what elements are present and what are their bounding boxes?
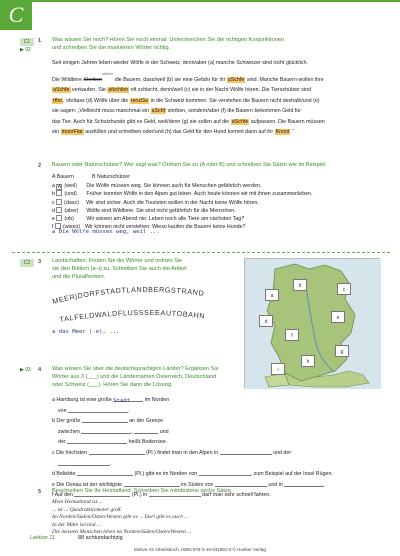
word-puzzle <box>48 284 238 328</box>
statement-text: Wir wissen am Abend nie: Leben noch alle Tiere am nächsten Tag? <box>86 216 245 223</box>
highlighted-word[interactable]: renzGe <box>130 97 149 104</box>
ex1-text: sterben, sondern/aber (f) die Bauern bekommen Geld für <box>167 108 301 114</box>
answer-field[interactable] <box>67 438 127 444</box>
answer-field[interactable] <box>134 428 158 434</box>
highlighted-word[interactable]: aSchfe <box>53 87 70 93</box>
match-row-c <box>52 199 386 207</box>
item-b-cont-1: zwischen , und <box>58 428 169 435</box>
ex1-text: sie sagen: „Vielleicht muss manchmal ein <box>52 108 150 114</box>
map-picture-label-a: a <box>265 289 279 301</box>
item-text: a Hamburg ist eine große <box>52 397 112 403</box>
item-a-cont: von . <box>58 407 130 414</box>
highlighted-word[interactable]: aSchfe <box>231 118 249 125</box>
exercise-3-instruction-2: sie den Bildern (a–i) zu. Schreiben Sie auch die Artikel <box>52 266 187 272</box>
item-e: e Die Donau ist der wichtigste im Süden von und in . <box>52 481 326 488</box>
prompt-line: Die meisten Menschen leben im Norden/Süden/Osten/Westen ... <box>52 529 192 535</box>
row-letter: d <box>52 207 57 214</box>
row-letter: b <box>52 191 57 198</box>
ex1-text: ein <box>52 129 60 135</box>
exercise-2-rows <box>52 183 386 232</box>
item-text: d Beliebte <box>52 471 76 478</box>
audio-track-2[interactable]: ▶ 03 <box>20 367 31 373</box>
exercise-3-badge: C2 <box>20 259 34 267</box>
conjunction-hint: (dass) <box>64 199 79 206</box>
highlighted-word[interactable]: aSchf <box>151 108 166 114</box>
answer-field[interactable] <box>284 481 324 487</box>
item-text: f Auf den <box>52 492 73 499</box>
exercise-1-number: 1 <box>38 38 42 44</box>
struck-word: Sterben <box>83 76 103 83</box>
exercise-1-text <box>52 58 386 138</box>
ex1-text: in die Schweiz kommen. Sie verstehen die Bauern nicht deshalb/und (e) <box>150 97 320 104</box>
item-text: und der <box>273 449 292 456</box>
germany-map <box>244 258 380 388</box>
puzzle-line-1: MEER|DORFSTADTLANDBERGSTRAND <box>51 284 205 306</box>
highlighted-word[interactable]: muorFlar <box>61 129 83 135</box>
answer-field[interactable] <box>82 417 128 423</box>
ex1-text: .“ <box>290 129 294 135</box>
map-picture-label-f: f <box>285 329 299 341</box>
puzzle-line-2: TALFELDWALDFLUSSSEEAUTOBAHN <box>58 307 206 324</box>
divider <box>12 252 390 253</box>
exercise-2-number: 2 <box>38 163 42 169</box>
item-text: darf man sehr schnell fahren. <box>202 492 271 499</box>
map-picture-label-e: e <box>331 311 345 323</box>
map-picture-label-g: g <box>335 345 349 357</box>
match-row-e <box>52 215 386 223</box>
exercise-2-example-answer: a Die Wölfe müssen weg, weil ... <box>52 229 160 235</box>
row-letter: a <box>52 183 57 189</box>
item-text: c Die höchsten <box>52 449 88 456</box>
item-text: zwischen <box>58 428 80 435</box>
item-a <box>52 395 386 406</box>
exercise-1-instruction-2: und schreiben Sie die markierten Wörter richtig. <box>52 45 171 51</box>
row-letter: c <box>52 199 57 206</box>
top-rule <box>32 0 400 2</box>
answer-field[interactable] <box>215 481 267 487</box>
item-text: b Der große <box>52 418 81 425</box>
item-text: an der Grenze <box>129 418 164 425</box>
highlighted-word[interactable]: afschlen <box>108 87 129 93</box>
copyright-line: Motive A2 Arbeitsbuch, ISBN 978-3-19-031881-0 © Hueber Verlag <box>134 547 266 552</box>
item-text: heißt Bodensee. <box>128 439 168 446</box>
match-row-a <box>52 183 386 190</box>
column-b-heading: B Naturschützer <box>92 174 130 180</box>
ex1-text: aufpassen. Die Bauern müssen <box>250 118 325 125</box>
conjunction-hint: (weil) <box>64 183 78 189</box>
row-letter: f <box>52 224 55 231</box>
ex1-text: die Bauern, dass/weil (b) sie eine Gefahr für ihr <box>114 76 226 83</box>
item-text: im Süden von <box>181 481 214 488</box>
exercise-5-prompts <box>52 499 191 537</box>
ex1-line-5 <box>52 106 386 117</box>
answer-field[interactable] <box>77 470 133 476</box>
map-picture-label-i: i <box>271 363 285 375</box>
answer-field[interactable] <box>199 470 251 476</box>
item-c-cont: . <box>52 459 386 470</box>
handwritten-answer: Stadt <box>113 398 131 404</box>
highlighted-word[interactable]: aSchfe <box>227 76 245 83</box>
exercise-4-instruction-1: Was wissen Sie über die deutschsprachigen Länder? Ergänzen Sie <box>52 366 219 372</box>
ex1-line-6 <box>52 117 386 128</box>
prompt-line: Im Norden/Süden/Osten/Westen gibt es ... Dort gibt es auch ... <box>52 514 189 520</box>
answer-checkbox[interactable] <box>56 199 62 205</box>
item-text: (Pl.) in <box>131 492 148 499</box>
conjunction-hint: (aber) <box>64 207 79 214</box>
column-a-heading: A Bauern <box>52 174 74 180</box>
prompt-line: In der Mitte ist/sind ... <box>52 521 102 528</box>
exercise-3-instruction-3: und die Pluralformen. <box>52 274 106 280</box>
ex1-text: das Tier. Auch für Schutzhunde gibt es Geld, weil/denn (g) sie sollen auf die <box>52 118 230 125</box>
item-text: e Die Donau ist der wichtigste <box>52 481 123 488</box>
item-text: und <box>159 428 169 435</box>
exercise-3-example-answer: a das Meer (-e), ... <box>52 329 120 335</box>
ex1-text: sind. Manche Bauern wollen ihre <box>246 76 324 83</box>
section-letter-badge: C <box>0 0 32 30</box>
answer-field[interactable] <box>89 449 145 455</box>
answer-field[interactable] <box>220 449 272 455</box>
answer-field[interactable] <box>113 396 143 402</box>
statement-text: Früher konnten Wölfe in den Alpen gut leben. Auch heute können wir mit ihnen zusammenleben. <box>86 191 313 198</box>
exercise-4-number: 4 <box>38 367 42 373</box>
answer-field[interactable] <box>124 481 180 487</box>
item-text: , zum Beispiel auf der Insel Rügen. <box>250 471 333 478</box>
exercise-2-instruction: Bauern oder Naturschützer? Wer sagt was? Ordnen Sie zu (A oder B) und schreiben Sie Sätze wie im Beispiel. <box>52 162 328 168</box>
ex1-line-4 <box>52 96 386 107</box>
exercise-3-instruction-1: Landschaften. Finden Sie die Wörter und ordnen Sie <box>52 258 183 264</box>
exercise-5-number: 5 <box>38 489 42 495</box>
ex1-text: , ob/dass (d) Wölfe über die <box>63 97 129 104</box>
item-text: der <box>58 439 66 446</box>
lesson-label: Lektion 11 <box>30 535 55 541</box>
statement-text: Wölfe sind Wildtiere. Sie sind nicht gefährlich für die Menschen. <box>86 207 236 214</box>
prompt-line: ... ist ... Quadratkilometer groß. <box>52 506 122 513</box>
map-picture-label-h: h <box>301 355 315 367</box>
highlighted-word[interactable]: Knoot <box>275 129 290 135</box>
item-text: (Pl.) gibt es im Norden von <box>134 471 198 478</box>
statement-text: Wir sind sicher. Auch die Touristen wollen in der Nacht keine Wölfe hören. <box>86 199 259 206</box>
highlighted-word[interactable]: rfho <box>53 97 63 104</box>
ex1-line-1: Seit einigen Jahren leben wieder Wölfe in der Schweiz, denn/aber (a) manche Schweizer sind nicht glücklich. <box>52 60 308 66</box>
map-picture-label-c: c <box>337 283 351 295</box>
statement-text: Die Wölfe müssen weg. Sie können auch für Menschen gefährlich werden. <box>86 183 262 189</box>
item-text: im Norden <box>144 397 170 403</box>
exercise-1-badge: C1 <box>20 38 34 46</box>
ex1-text: Die Wildtiere <box>52 76 83 83</box>
item-text: (Pl.) findet man in den Alpen in <box>146 449 219 456</box>
exercise-4-instruction-3: oder Schweiz (___). Hören Sie dann die Lösung. <box>52 382 173 388</box>
map-picture-label-b: b <box>293 279 307 291</box>
answer-checkbox[interactable]: A <box>57 184 62 190</box>
statement-text: Wir können nicht verstehen: Wieso kaufen die Bauern keine Hunde? <box>84 224 246 231</box>
prompt-line: Mein Heimatland ist ... <box>52 499 103 505</box>
answer-field[interactable] <box>58 460 110 466</box>
ex1-text: oft schlecht, denn/weil (c) sie in der Nacht Wölfe hören. Die Tierschützer sind <box>130 87 312 93</box>
ex1-line-7 <box>52 127 386 138</box>
item-text: von <box>58 407 67 414</box>
page-footer <box>0 533 400 552</box>
exercise-4-items <box>52 395 386 501</box>
exercise-5-instruction: Beschreiben Sie Ihr Heimatland. Schreiben Sie mindestens sechs Sätze. <box>52 488 233 494</box>
item-b-cont-2 <box>52 437 386 448</box>
exercise-4-instruction-2: Wörter aus 3 (___) und die Ländernamen Österreich, Deutschland <box>52 374 217 380</box>
answer-checkbox[interactable] <box>56 207 62 213</box>
ex1-text: ausfüllen und schreiben oder/und (h) das Geld für den Hund kommt dann auf ihr <box>85 129 274 135</box>
item-text: und in <box>268 481 283 488</box>
answer-field[interactable] <box>81 428 131 434</box>
row-letter: e <box>52 216 57 223</box>
ex1-text: verkaufen. Sie <box>71 87 106 93</box>
conjunction-hint: (und) <box>64 191 77 198</box>
item-c <box>52 448 386 459</box>
answer-field[interactable] <box>68 407 128 413</box>
item-b <box>52 416 386 427</box>
exercise-1-instruction-1: Was wissen Sie noch? Hören Sie noch einmal. Unterstreichen Sie die richtigen Konjunktionen <box>52 37 285 43</box>
handwritten-correction: stören <box>102 70 114 76</box>
match-row-b <box>52 190 386 198</box>
answer-checkbox[interactable] <box>56 215 62 221</box>
item-d <box>52 469 386 480</box>
answer-checkbox[interactable] <box>56 190 62 196</box>
page-number: 88 achtundachtzig <box>78 535 123 541</box>
ex1-line-3 <box>52 85 386 96</box>
match-row-d <box>52 207 386 215</box>
ex1-line-2 <box>52 69 386 86</box>
map-picture-label-d: d <box>259 315 273 327</box>
conjunction-hint: (wieso) <box>62 224 81 231</box>
conjunction-hint: (ob) <box>64 216 74 223</box>
audio-track-1[interactable]: ▶ 02 <box>20 47 31 53</box>
exercise-3-number: 3 <box>38 259 42 265</box>
